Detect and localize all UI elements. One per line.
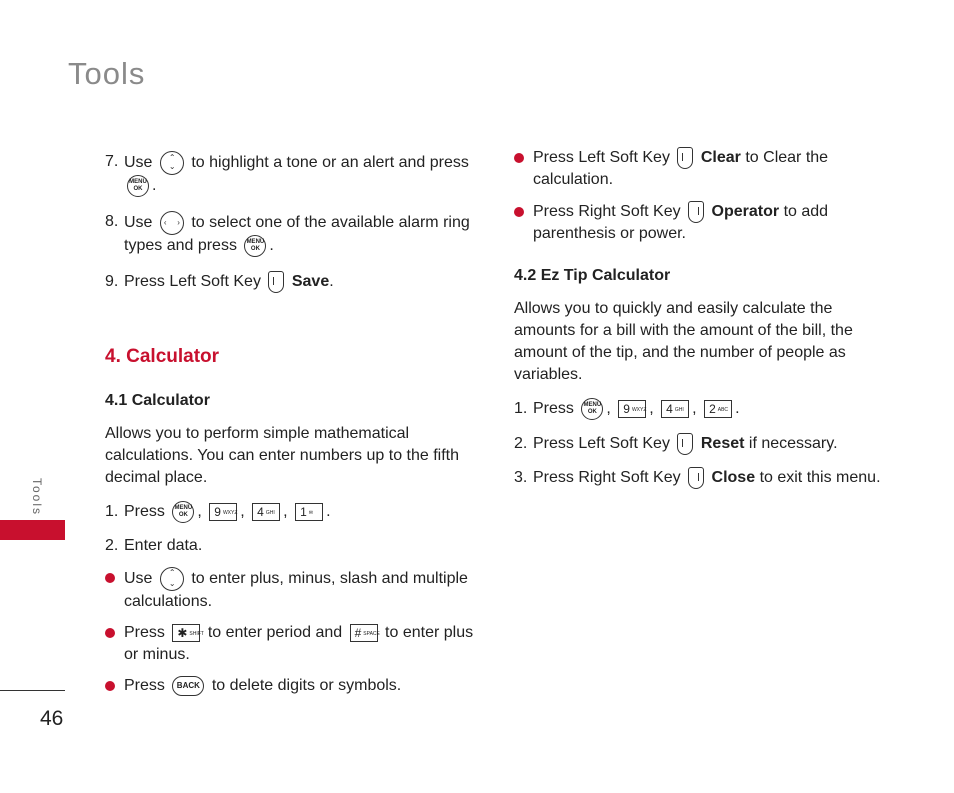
side-tab-bar [0,520,65,540]
right-soft-key-icon [688,201,704,223]
step-9: 9. Press Left Soft Key Save. [105,271,480,293]
bullet-item: Use ⌃ ⌄ to enter plus, minus, slash and multiple calculations. [105,567,480,613]
key-9-icon: 9 WXYZ [209,503,237,521]
nav-four-way-icon: ⌃ ⌄ [160,567,184,591]
menu-ok-key-icon: MENU OK [127,175,149,197]
bullet-item: Press Right Soft Key Operator to add parenthesis or power. [514,201,884,245]
left-soft-key-icon [677,147,693,169]
right-soft-key-icon [688,467,704,489]
bullet-dot [514,207,524,217]
key-1-icon: 1 ✉ [295,503,323,521]
left-column [105,151,480,697]
menu-ok-key-icon: MENU OK [581,398,603,420]
step-8: 8. Use ‹ › to select one of the available alarm ring types and press MENU OK . [105,211,480,257]
section-heading: 4. Calculator [105,345,220,367]
bullet-dot [105,681,115,691]
hash-key-icon: # SPACE [350,624,378,642]
left-soft-key-icon [268,271,284,293]
key-4-icon: 4 GHI [252,503,280,521]
nav-left-right-icon: ‹ › [160,211,184,235]
footer-rule [0,690,65,691]
key-2-icon: 2 ABC [704,400,732,418]
menu-ok-key-icon: MENU OK [172,501,194,523]
tip-step-1: 1. Press MENU OK , 9 WXYZ , 4 GHI , 2 ABC . [514,398,884,420]
key-9-icon: 9 WXYZ [618,400,646,418]
bullet-dot [514,153,524,163]
subsection-heading: 4.2 Ez Tip Calculator [514,267,671,285]
tip-step-3: 3. Press Right Soft Key Close to exit this menu. [514,467,884,489]
nav-up-down-icon: ⌃ ⌄ [160,151,184,175]
left-soft-key-icon [677,433,693,455]
subsection-heading: 4.1 Calculator [105,391,210,409]
bullet-item: Press ✱ SHIFT to enter period and # SPACE to enter plus or minus. [105,622,480,666]
step-7: 7. Use ⌃ ⌄ to highlight a tone or an alert and press MENU OK . [105,151,480,197]
bullet-dot [105,573,115,583]
calc-step-1: 1. Press MENU OK , 9 WXYZ , 4 GHI , 1 ✉ . [105,501,480,523]
tip-step-2: 2. Press Left Soft Key Reset if necessary. [514,433,884,455]
right-column [514,147,884,489]
bullet-item: Press BACK to delete digits or symbols. [105,675,480,697]
side-tab-label: Tools [30,478,44,517]
page-number: 46 [40,707,64,730]
intro-text: Allows you to quickly and easily calculate the amounts for a bill with the amount of the bill, the amount of the tip, and the number of people as variables. [514,300,853,384]
page-title: Tools [68,56,146,91]
intro-text: Allows you to perform simple mathematical calculations. You can enter numbers up to the fifth decimal place. [105,424,460,486]
menu-ok-key-icon: MENU OK [244,235,266,257]
calc-step-2: 2. Enter data. [105,536,203,554]
back-key-icon: BACK [172,676,204,696]
bullet-dot [105,628,115,638]
star-key-icon: ✱ SHIFT [172,624,200,642]
bullet-item: Press Left Soft Key Clear to Clear the calculation. [514,147,884,191]
key-4-icon: 4 GHI [661,400,689,418]
